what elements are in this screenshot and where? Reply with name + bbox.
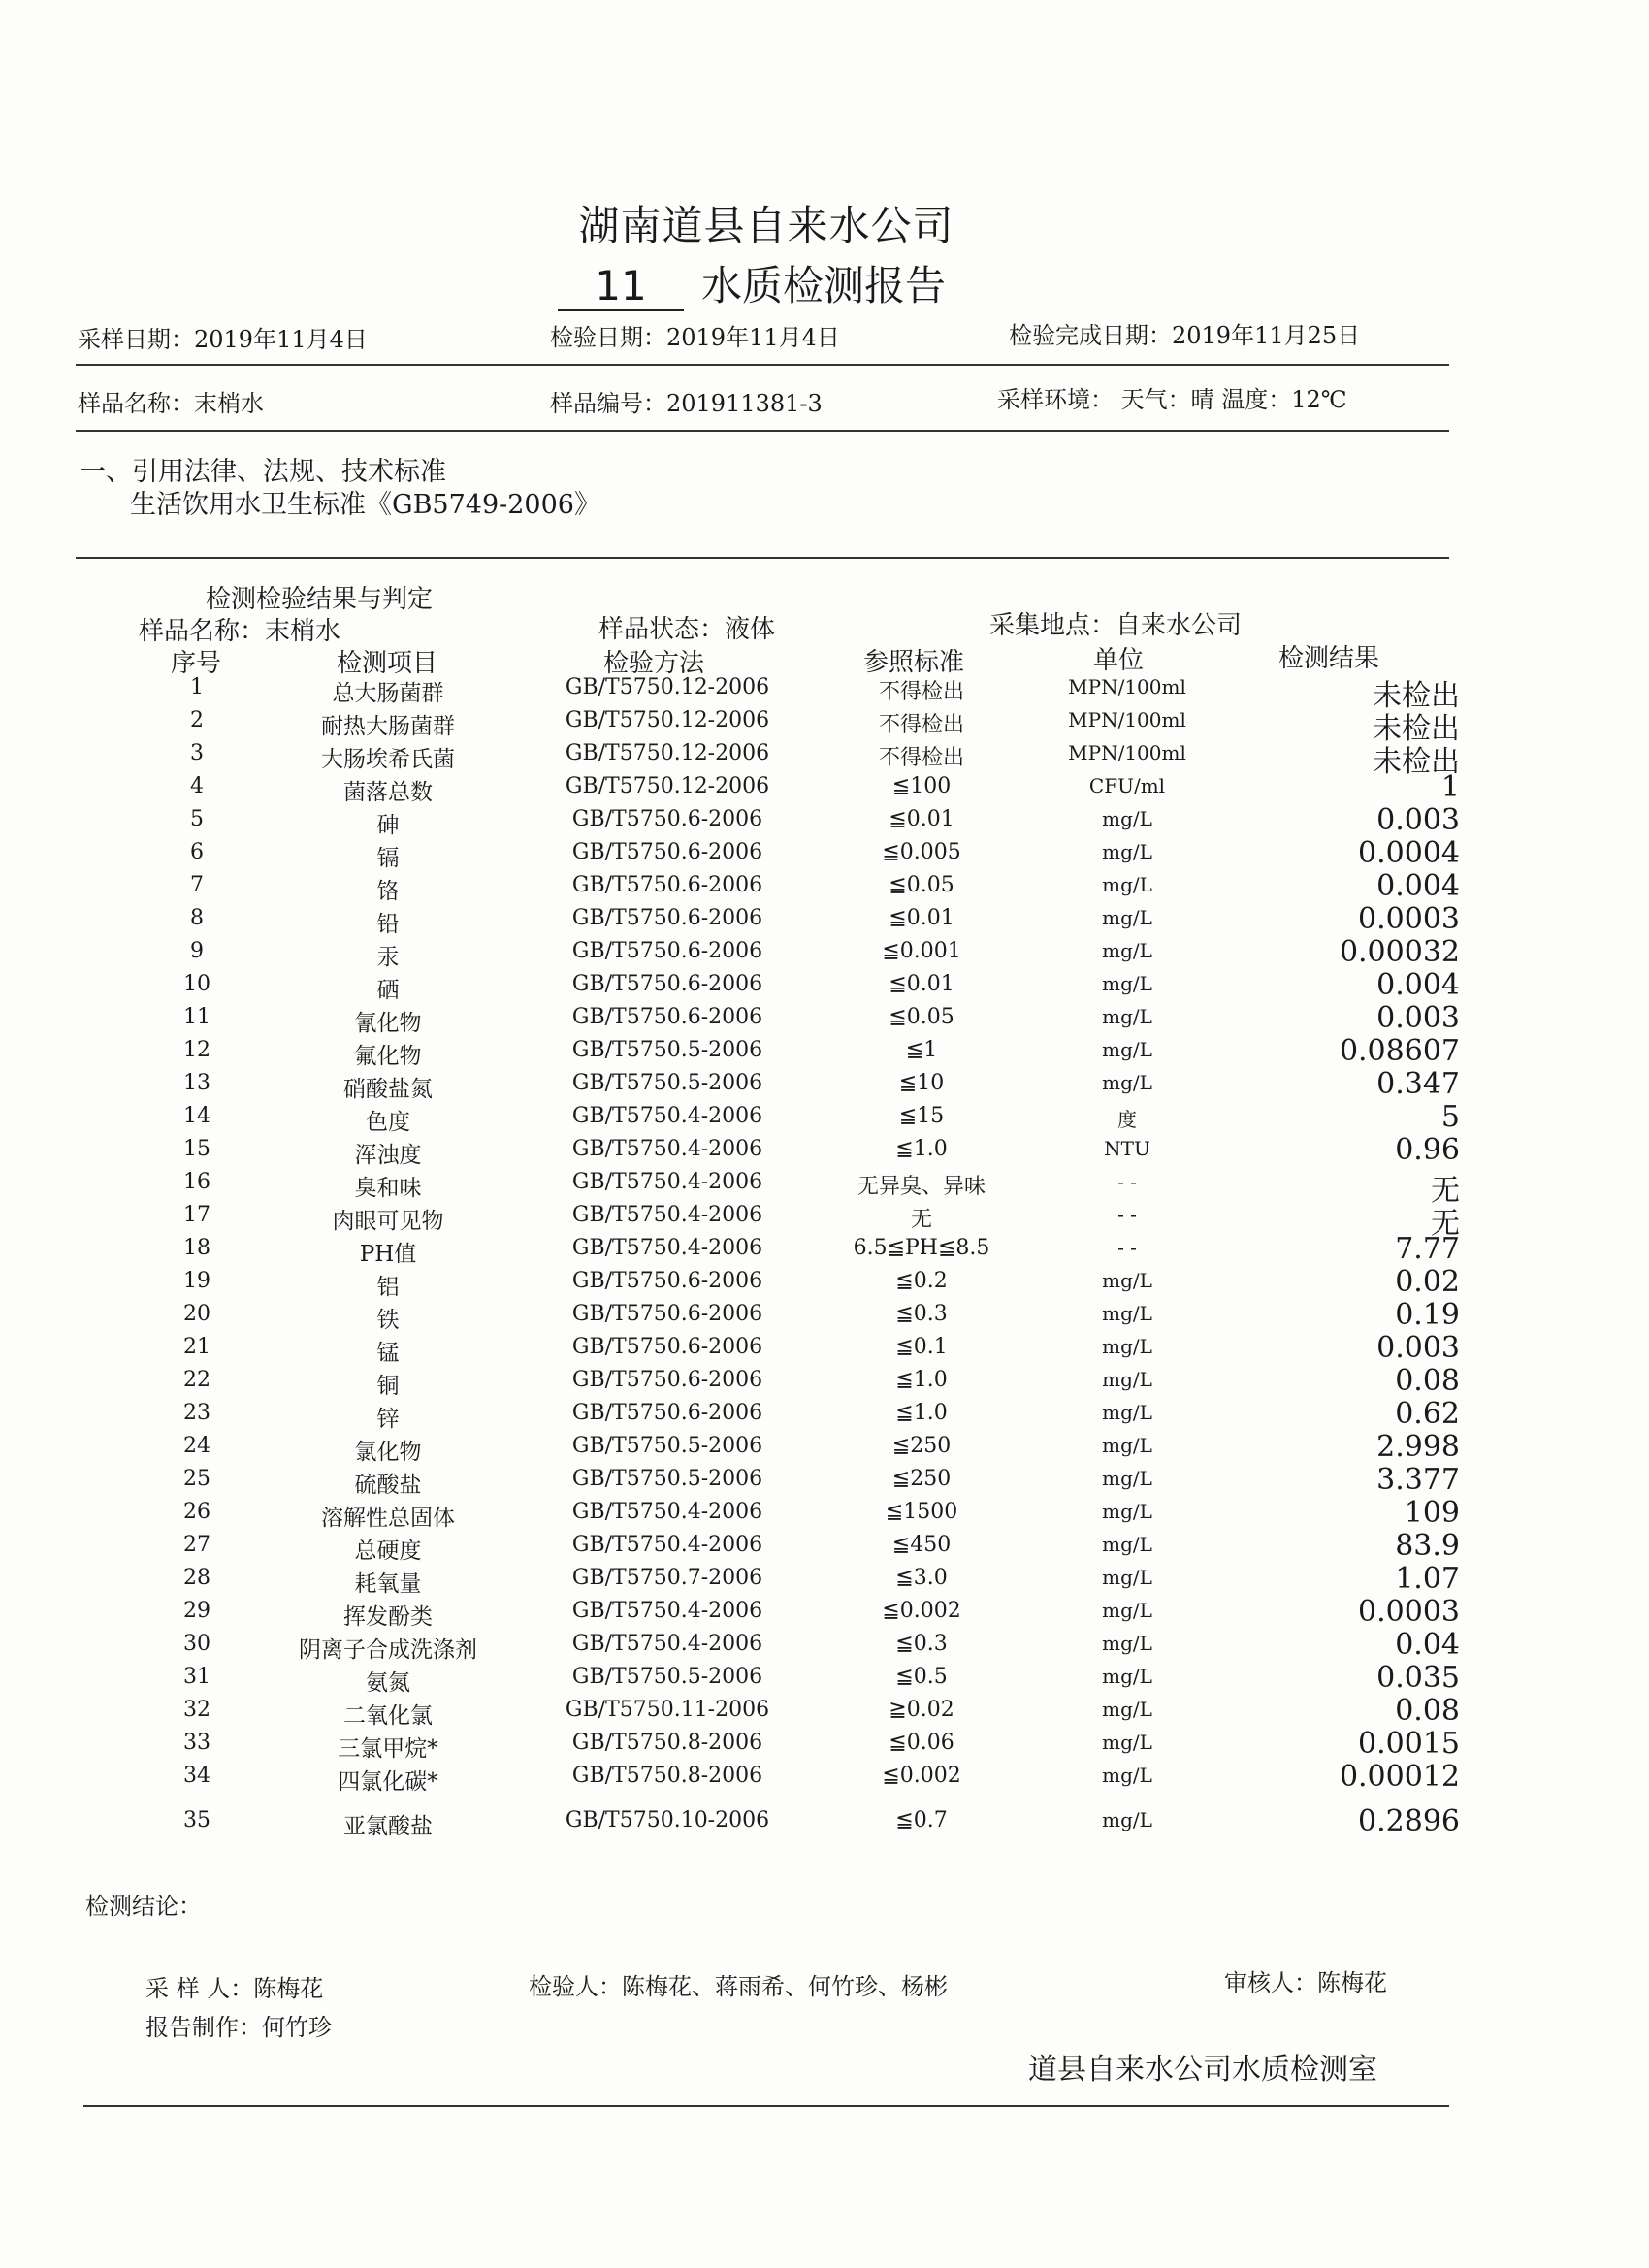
- row-method: GB/T5750.4-2006: [571, 1137, 763, 1161]
- row-unit: mg/L: [1102, 939, 1152, 962]
- table-row: [0, 770, 1649, 807]
- row-item: 二氧化氯: [343, 1703, 433, 1729]
- row-standard: ≦1: [905, 1038, 938, 1062]
- reviewer: 审核人：陈梅花: [1224, 1969, 1387, 1996]
- row-unit: mg/L: [1102, 1533, 1152, 1556]
- table-row: [0, 1170, 1649, 1208]
- row-unit: mg/L: [1102, 1434, 1152, 1457]
- row-standard: ≦1500: [885, 1500, 958, 1524]
- row-index: 14: [183, 1104, 210, 1128]
- table-row: [0, 1529, 1649, 1566]
- row-item: 四氯化碳*: [338, 1769, 438, 1795]
- row-method: GB/T5750.8-2006: [571, 1764, 763, 1788]
- row-result: 无: [1431, 1207, 1460, 1241]
- row-index: 30: [183, 1632, 210, 1656]
- row-index: 33: [183, 1731, 210, 1755]
- row-item: 铝: [376, 1275, 400, 1300]
- row-index: 2: [190, 708, 204, 732]
- results-sample-name: 样品名称：末梢水: [139, 617, 341, 646]
- col-header-idx: 序号: [171, 649, 222, 678]
- table-row: [0, 1661, 1649, 1698]
- row-result: 0.00012: [1339, 1760, 1460, 1794]
- row-method: GB/T5750.8-2006: [571, 1731, 763, 1755]
- row-unit: mg/L: [1102, 1302, 1152, 1325]
- row-unit: mg/L: [1102, 1467, 1152, 1490]
- row-item: 铅: [376, 912, 400, 937]
- row-method: GB/T5750.11-2006: [565, 1698, 770, 1722]
- row-method: GB/T5750.6-2006: [571, 873, 763, 897]
- table-row: [0, 1034, 1649, 1071]
- col-header-result: 检测结果: [1278, 644, 1380, 673]
- row-standard: ≦0.06: [889, 1731, 954, 1755]
- sampler: 采 样 人：陈梅花: [146, 1975, 324, 2002]
- row-item: 铬: [376, 879, 400, 904]
- table-row: [0, 675, 1649, 713]
- row-method: GB/T5750.4-2006: [571, 1170, 763, 1194]
- row-item: 臭和味: [354, 1176, 422, 1201]
- row-index: 21: [183, 1335, 210, 1359]
- row-index: 3: [190, 741, 204, 765]
- row-item: 氟化物: [354, 1044, 422, 1069]
- row-index: 27: [183, 1533, 210, 1557]
- row-item: PH值: [359, 1242, 417, 1267]
- row-index: 19: [183, 1269, 210, 1293]
- table-row: [0, 1298, 1649, 1335]
- col-header-unit: 单位: [1093, 646, 1145, 675]
- sample-state: 样品状态：液体: [598, 615, 776, 644]
- table-row: [0, 902, 1649, 939]
- row-unit: mg/L: [1102, 1071, 1152, 1094]
- row-item: 总大肠菌群: [332, 681, 444, 706]
- row-item: 总硬度: [354, 1539, 422, 1564]
- row-result: 0.62: [1395, 1397, 1460, 1431]
- divider-bottom: [83, 2105, 1449, 2107]
- row-result: 83.9: [1395, 1529, 1460, 1563]
- row-item: 氯化物: [354, 1440, 422, 1465]
- row-result: 1: [1440, 770, 1460, 804]
- row-standard: ≦0.3: [895, 1302, 948, 1326]
- row-result: 0.003: [1376, 1001, 1460, 1035]
- row-index: 31: [183, 1665, 210, 1689]
- row-standard: ≦15: [898, 1104, 945, 1128]
- row-index: 8: [190, 906, 204, 930]
- row-standard: 无: [910, 1208, 933, 1232]
- table-row: [0, 1496, 1649, 1533]
- row-item: 浑浊度: [354, 1143, 422, 1168]
- row-result: 0.0003: [1358, 1595, 1460, 1629]
- row-unit: MPN/100ml: [1068, 675, 1186, 698]
- row-standard: 不得检出: [878, 680, 965, 704]
- table-row: [0, 741, 1649, 779]
- row-standard: ≦0.5: [895, 1665, 948, 1689]
- row-method: GB/T5750.6-2006: [571, 807, 763, 831]
- row-result: 无: [1431, 1174, 1460, 1208]
- table-row: [0, 869, 1649, 906]
- row-index: 16: [183, 1170, 210, 1194]
- row-index: 15: [183, 1137, 210, 1161]
- row-item: 耐热大肠菌群: [321, 714, 455, 739]
- row-item: 亚氯酸盐: [343, 1814, 433, 1839]
- row-method: GB/T5750.6-2006: [571, 1302, 763, 1326]
- row-result: 109: [1404, 1496, 1460, 1530]
- report-number: 11: [558, 262, 684, 311]
- row-item: 砷: [376, 813, 400, 838]
- row-result: 0.19: [1395, 1298, 1460, 1332]
- row-index: 7: [190, 873, 204, 897]
- report-title: [558, 254, 946, 312]
- table-row: [0, 1133, 1649, 1170]
- inspection-date: 检验日期：2019年11月4日: [550, 324, 840, 351]
- row-item: 耗氧量: [354, 1571, 422, 1597]
- row-method: GB/T5750.6-2006: [571, 1335, 763, 1359]
- row-standard: 不得检出: [878, 713, 965, 737]
- row-unit: mg/L: [1102, 873, 1152, 896]
- table-row: [0, 836, 1649, 873]
- row-result: 0.004: [1376, 869, 1460, 903]
- row-standard: ≦0.01: [889, 807, 954, 831]
- row-index: 28: [183, 1566, 210, 1590]
- row-index: 10: [183, 972, 210, 996]
- row-unit: mg/L: [1102, 906, 1152, 929]
- row-result: 0.035: [1376, 1661, 1460, 1695]
- sample-code: 样品编号：201911381-3: [550, 390, 823, 417]
- row-method: GB/T5750.4-2006: [571, 1500, 763, 1524]
- row-index: 35: [183, 1808, 210, 1832]
- row-unit: mg/L: [1102, 1005, 1152, 1028]
- row-standard: ≦3.0: [895, 1566, 948, 1590]
- table-row: [0, 1364, 1649, 1401]
- row-result: 0.08: [1395, 1694, 1460, 1728]
- row-method: GB/T5750.12-2006: [565, 741, 770, 765]
- completion-date: 检验完成日期：2019年11月25日: [1009, 322, 1361, 349]
- table-row: [0, 968, 1649, 1005]
- row-standard: ≦0.05: [889, 1005, 954, 1029]
- row-result: 0.00032: [1339, 935, 1460, 969]
- row-index: 17: [183, 1203, 210, 1227]
- inspectors: 检验人：陈梅花、蒋雨希、何竹珍、杨彬: [529, 1973, 948, 2000]
- sampling-date: 采样日期：2019年11月4日: [78, 326, 368, 353]
- row-index: 32: [183, 1698, 210, 1722]
- row-standard: ≦1.0: [895, 1368, 948, 1392]
- table-row: [0, 1331, 1649, 1368]
- row-method: GB/T5750.5-2006: [571, 1467, 763, 1491]
- row-standard: ≦0.3: [895, 1632, 948, 1656]
- row-item: 镉: [376, 846, 400, 871]
- row-standard: ≦0.01: [889, 972, 954, 996]
- row-standard: ≦100: [891, 774, 952, 798]
- row-index: 1: [190, 675, 204, 699]
- row-result: 0.2896: [1358, 1804, 1460, 1838]
- row-standard: ≦1.0: [895, 1137, 948, 1161]
- row-standard: 不得检出: [878, 746, 965, 770]
- row-method: GB/T5750.6-2006: [571, 840, 763, 864]
- row-result: 未检出: [1373, 745, 1460, 779]
- row-item: 阴离子合成洗涤剂: [299, 1637, 477, 1663]
- table-row: [0, 1562, 1649, 1599]
- row-unit: mg/L: [1102, 1665, 1152, 1688]
- row-method: GB/T5750.6-2006: [571, 1269, 763, 1293]
- row-unit: mg/L: [1102, 1808, 1152, 1831]
- row-unit: CFU/ml: [1088, 774, 1166, 797]
- row-index: 24: [183, 1434, 210, 1458]
- row-standard: ≦0.2: [895, 1269, 948, 1293]
- table-row: [0, 1232, 1649, 1269]
- table-row: [0, 1694, 1649, 1731]
- row-result: 0.08: [1395, 1364, 1460, 1398]
- row-result: 1.07: [1395, 1562, 1460, 1596]
- row-result: 0.003: [1376, 1331, 1460, 1365]
- row-index: 20: [183, 1302, 210, 1326]
- row-item: 挥发酚类: [343, 1604, 433, 1630]
- row-method: GB/T5750.4-2006: [571, 1599, 763, 1623]
- row-result: 0.0004: [1358, 836, 1460, 870]
- table-row: [0, 1203, 1649, 1241]
- row-result: 0.0003: [1358, 902, 1460, 936]
- row-item: 汞: [376, 945, 400, 970]
- row-item: 铜: [376, 1374, 400, 1399]
- report-maker: 报告制作：何竹珍: [146, 2014, 332, 2041]
- row-standard: ≦0.1: [895, 1335, 948, 1359]
- row-index: 9: [190, 939, 204, 963]
- table-row: [0, 1067, 1649, 1104]
- row-standard: ≦0.05: [889, 873, 954, 897]
- row-standard: ≦250: [891, 1467, 952, 1491]
- row-result: 0.347: [1376, 1067, 1460, 1101]
- row-result: 5: [1440, 1100, 1460, 1134]
- row-unit: 度: [1117, 1108, 1137, 1131]
- table-row: [0, 935, 1649, 972]
- row-unit: mg/L: [1102, 1401, 1152, 1424]
- report-title-text: 水质检测报告: [701, 262, 947, 309]
- row-index: 22: [183, 1368, 210, 1392]
- row-index: 29: [183, 1599, 210, 1623]
- row-method: GB/T5750.6-2006: [571, 972, 763, 996]
- row-unit: mg/L: [1102, 1038, 1152, 1061]
- row-unit: - -: [1117, 1170, 1137, 1193]
- row-unit: mg/L: [1102, 1599, 1152, 1622]
- row-standard: ≦0.01: [889, 906, 954, 930]
- sample-name: 样品名称：末梢水: [78, 390, 264, 417]
- row-standard: ≧0.02: [889, 1698, 954, 1722]
- row-item: 溶解性总固体: [321, 1506, 455, 1531]
- row-unit: mg/L: [1102, 972, 1152, 995]
- row-unit: MPN/100ml: [1068, 708, 1186, 731]
- row-method: GB/T5750.7-2006: [571, 1566, 763, 1590]
- row-index: 26: [183, 1500, 210, 1524]
- row-method: GB/T5750.5-2006: [571, 1071, 763, 1095]
- divider-2: [76, 430, 1449, 432]
- table-row: [0, 1727, 1649, 1764]
- table-row: [0, 1463, 1649, 1500]
- row-method: GB/T5750.4-2006: [571, 1533, 763, 1557]
- row-item: 锰: [376, 1341, 400, 1366]
- divider-3: [76, 557, 1449, 559]
- row-unit: mg/L: [1102, 1368, 1152, 1391]
- row-unit: mg/L: [1102, 840, 1152, 863]
- row-unit: mg/L: [1102, 1764, 1152, 1787]
- row-item: 肉眼可见物: [332, 1209, 444, 1234]
- row-standard: ≦0.7: [895, 1808, 948, 1832]
- table-row: [0, 1100, 1649, 1137]
- row-item: 氰化物: [354, 1011, 422, 1036]
- col-header-method: 检验方法: [603, 649, 705, 678]
- table-row: [0, 1628, 1649, 1665]
- row-item: 硒: [376, 978, 400, 1003]
- standards-heading: 一、引用法律、法规、技术标准: [80, 457, 446, 487]
- row-index: 12: [183, 1038, 210, 1062]
- conclusion-label: 检测结论：: [85, 1893, 202, 1920]
- row-unit: mg/L: [1102, 1632, 1152, 1655]
- row-method: GB/T5750.6-2006: [571, 1368, 763, 1392]
- table-row: [0, 1265, 1649, 1302]
- row-method: GB/T5750.5-2006: [571, 1038, 763, 1062]
- row-method: GB/T5750.4-2006: [571, 1632, 763, 1656]
- table-row: [0, 708, 1649, 746]
- row-unit: MPN/100ml: [1068, 741, 1186, 764]
- row-result: 0.004: [1376, 968, 1460, 1002]
- row-result: 0.04: [1395, 1628, 1460, 1662]
- row-standard: ≦450: [891, 1533, 952, 1557]
- results-heading: 检测检验结果与判定: [206, 585, 434, 614]
- row-index: 18: [183, 1236, 210, 1260]
- row-result: 7.77: [1395, 1232, 1460, 1266]
- row-method: GB/T5750.12-2006: [565, 675, 770, 699]
- row-result: 0.96: [1395, 1133, 1460, 1167]
- row-index: 23: [183, 1401, 210, 1425]
- table-row: [0, 1001, 1649, 1038]
- row-standard: ≦0.002: [882, 1764, 961, 1788]
- table-row: [0, 1430, 1649, 1467]
- row-result: 未检出: [1373, 712, 1460, 746]
- row-result: 3.377: [1376, 1463, 1460, 1497]
- row-index: 25: [183, 1467, 210, 1491]
- row-standard: ≦0.001: [882, 939, 961, 963]
- row-method: GB/T5750.5-2006: [571, 1665, 763, 1689]
- row-method: GB/T5750.4-2006: [571, 1104, 763, 1128]
- collection-location: 采集地点：自来水公司: [989, 611, 1243, 640]
- row-index: 6: [190, 840, 204, 864]
- sampling-environment: 采样环境： 天气：晴 温度：12℃: [997, 386, 1347, 413]
- row-index: 11: [183, 1005, 210, 1029]
- row-result: 0.08607: [1339, 1034, 1460, 1068]
- row-unit: mg/L: [1102, 1500, 1152, 1523]
- row-result: 2.998: [1376, 1430, 1460, 1464]
- row-index: 13: [183, 1071, 210, 1095]
- company-title: 湖南道县自来水公司: [578, 202, 954, 249]
- row-method: GB/T5750.12-2006: [565, 774, 770, 798]
- lab-name: 道县自来水公司水质检测室: [1028, 2053, 1377, 2087]
- row-unit: mg/L: [1102, 1731, 1152, 1754]
- row-method: GB/T5750.6-2006: [571, 1401, 763, 1425]
- row-item: 硫酸盐: [354, 1473, 422, 1498]
- row-item: 大肠埃希氏菌: [321, 747, 455, 772]
- row-item: 氨氮: [366, 1670, 410, 1696]
- row-unit: mg/L: [1102, 1566, 1152, 1589]
- row-result: 未检出: [1373, 679, 1460, 713]
- row-item: 铁: [376, 1308, 400, 1333]
- row-result: 0.003: [1376, 803, 1460, 837]
- row-index: 5: [190, 807, 204, 831]
- row-method: GB/T5750.6-2006: [571, 1005, 763, 1029]
- row-method: GB/T5750.12-2006: [565, 708, 770, 732]
- row-item: 锌: [376, 1407, 400, 1432]
- row-item: 硝酸盐氮: [343, 1077, 433, 1102]
- col-header-item: 检测项目: [337, 649, 438, 678]
- row-standard: 6.5≦PH≦8.5: [853, 1236, 990, 1260]
- divider-1: [76, 364, 1449, 366]
- row-method: GB/T5750.4-2006: [571, 1236, 763, 1260]
- row-unit: mg/L: [1102, 1269, 1152, 1292]
- row-standard: 无异臭、异味: [857, 1175, 986, 1199]
- row-method: GB/T5750.6-2006: [571, 939, 763, 963]
- row-method: GB/T5750.5-2006: [571, 1434, 763, 1458]
- row-unit: mg/L: [1102, 807, 1152, 830]
- table-row: [0, 1595, 1649, 1632]
- row-method: GB/T5750.4-2006: [571, 1203, 763, 1227]
- standard-reference: 生活饮用水卫生标准《GB5749-2006》: [130, 490, 600, 520]
- row-unit: mg/L: [1102, 1335, 1152, 1358]
- row-standard: ≦0.002: [882, 1599, 961, 1623]
- table-row: [0, 1804, 1649, 1841]
- row-item: 三氯甲烷*: [338, 1736, 438, 1762]
- row-method: GB/T5750.10-2006: [565, 1808, 770, 1832]
- row-unit: mg/L: [1102, 1698, 1152, 1721]
- row-unit: - -: [1117, 1236, 1137, 1259]
- row-method: GB/T5750.6-2006: [571, 906, 763, 930]
- table-row: [0, 1760, 1649, 1797]
- row-result: 0.02: [1395, 1265, 1460, 1299]
- row-index: 34: [183, 1764, 210, 1788]
- row-unit: - -: [1117, 1203, 1137, 1226]
- row-item: 菌落总数: [343, 780, 433, 805]
- row-index: 4: [190, 774, 204, 798]
- row-item: 色度: [366, 1110, 410, 1135]
- table-row: [0, 803, 1649, 840]
- row-unit: NTU: [1104, 1137, 1150, 1160]
- row-standard: ≦1.0: [895, 1401, 948, 1425]
- row-standard: ≦0.005: [882, 840, 961, 864]
- row-result: 0.0015: [1358, 1727, 1460, 1761]
- row-standard: ≦10: [898, 1071, 945, 1095]
- row-standard: ≦250: [891, 1434, 952, 1458]
- col-header-standard: 参照标准: [863, 648, 965, 677]
- table-row: [0, 1397, 1649, 1434]
